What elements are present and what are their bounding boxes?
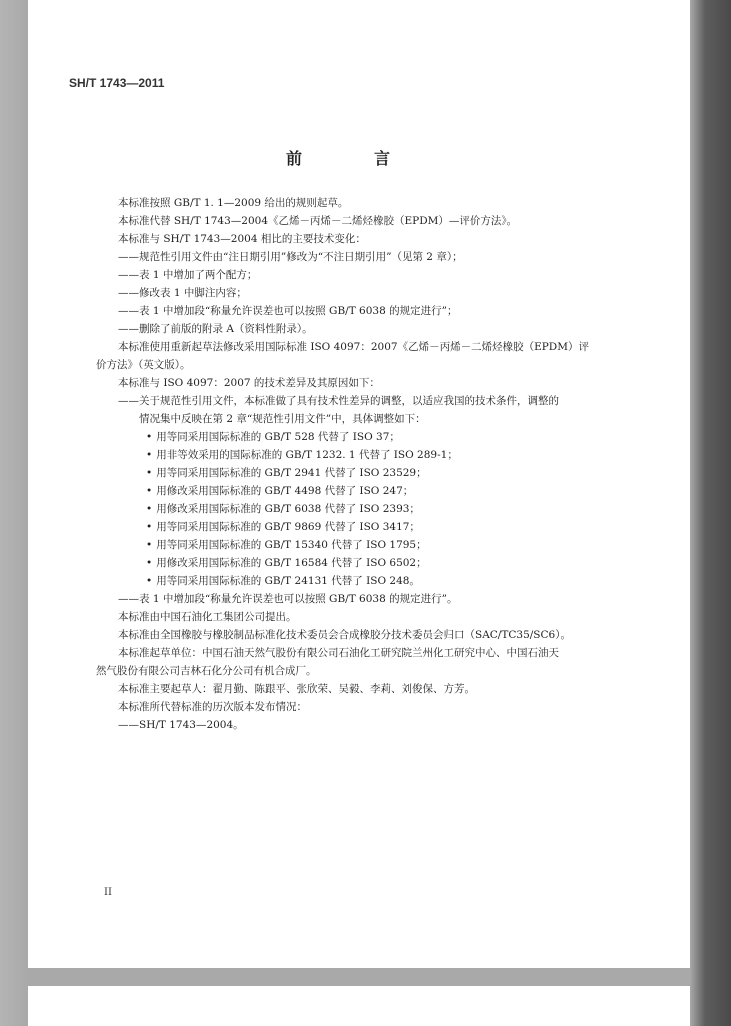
list-item: ——修改表 1 中脚注内容； bbox=[118, 287, 247, 299]
list-item: ——关于规范性引用文件，本标准做了具有技术性差异的调整，以适应我国的技术条件，调整的 bbox=[118, 395, 559, 407]
bullet-item: • 用修改采用国际标准的 GB/T 6038 代替了 ISO 2393； bbox=[146, 500, 420, 518]
bullet-item: • 用等同采用国际标准的 GB/T 24131 代替了 ISO 248。 bbox=[146, 572, 420, 590]
bullet-item: • 用修改采用国际标准的 GB/T 16584 代替了 ISO 6502； bbox=[146, 554, 427, 572]
paragraph-line: 本标准起草单位：中国石油天然气股份有限公司石油化工研究院兰州化工研究中心、中国石油天 bbox=[118, 647, 559, 659]
bullet-item: • 用等同采用国际标准的 GB/T 15340 代替了 ISO 1795； bbox=[146, 536, 427, 554]
standard-code-header: SH/T 1743—2011 bbox=[69, 76, 165, 90]
paragraph-line: 本标准使用重新起草法修改采用国际标准 ISO 4097：2007《乙烯－丙烯－二烯烃橡胶（EPDM）评 bbox=[118, 341, 589, 353]
bullet-item: • 用修改采用国际标准的 GB/T 4498 代替了 ISO 247； bbox=[146, 482, 413, 500]
bullet-item: • 用等同采用国际标准的 GB/T 528 代替了 ISO 37； bbox=[146, 428, 400, 446]
paragraph-line: 本标准代替 SH/T 1743—2004《乙烯－丙烯－二烯烃橡胶（EPDM）—评价方法》。 bbox=[118, 215, 518, 227]
paragraph-line: 本标准按照 GB/T 1. 1—2009 给出的规则起草。 bbox=[118, 197, 349, 209]
bullet-item: • 用等同采用国际标准的 GB/T 9869 代替了 ISO 3417； bbox=[146, 518, 420, 536]
list-item: ——删除了前版的附录 A（资料性附录）。 bbox=[118, 323, 313, 335]
paragraph-line: 本标准与 ISO 4097：2007 的技术差异及其原因如下： bbox=[118, 377, 380, 389]
paragraph-line: 本标准由全国橡胶与橡胶制品标准化技术委员会合成橡胶分技术委员会归口（SAC/TC35/SC6）。 bbox=[118, 629, 571, 641]
bullet-item: • 用等同采用国际标准的 GB/T 2941 代替了 ISO 23529； bbox=[146, 464, 427, 482]
paragraph-line: 本标准由中国石油化工集团公司提出。 bbox=[118, 611, 297, 623]
paragraph-line: 然气股份有限公司吉林石化分公司有机合成厂。 bbox=[96, 665, 317, 677]
paragraph-line: 本标准主要起草人：翟月勤、陈跟平、张欣荣、吴毅、李莉、刘俊保、方芳。 bbox=[118, 683, 475, 695]
page-title: 前 言 bbox=[285, 149, 418, 168]
list-item: ——规范性引用文件由“注日期引用”修改为“不注日期引用”（见第 2 章）； bbox=[118, 251, 463, 263]
list-item: ——表 1 中增加段“称量允许误差也可以按照 GB/T 6038 的规定进行”。 bbox=[118, 593, 458, 605]
list-item-continuation: 情况集中反映在第 2 章“规范性引用文件”中，具体调整如下： bbox=[139, 413, 426, 425]
next-page-edge bbox=[28, 986, 690, 1026]
list-item: ——表 1 中增加段“称量允许误差也可以按照 GB/T 6038 的规定进行”； bbox=[118, 305, 458, 317]
paragraph-line: 价方法》（英文版）。 bbox=[96, 359, 191, 371]
list-item: ——表 1 中增加了两个配方； bbox=[118, 269, 258, 281]
bullet-item: • 用非等效采用的国际标准的 GB/T 1232. 1 代替了 ISO 289-1； bbox=[146, 446, 458, 464]
page-number: II bbox=[104, 887, 112, 898]
paragraph-line: 本标准所代替标准的历次版本发布情况： bbox=[118, 701, 307, 713]
list-item: ——SH/T 1743—2004。 bbox=[118, 719, 244, 731]
paragraph-line: 本标准与 SH/T 1743—2004 相比的主要技术变化： bbox=[118, 233, 366, 245]
